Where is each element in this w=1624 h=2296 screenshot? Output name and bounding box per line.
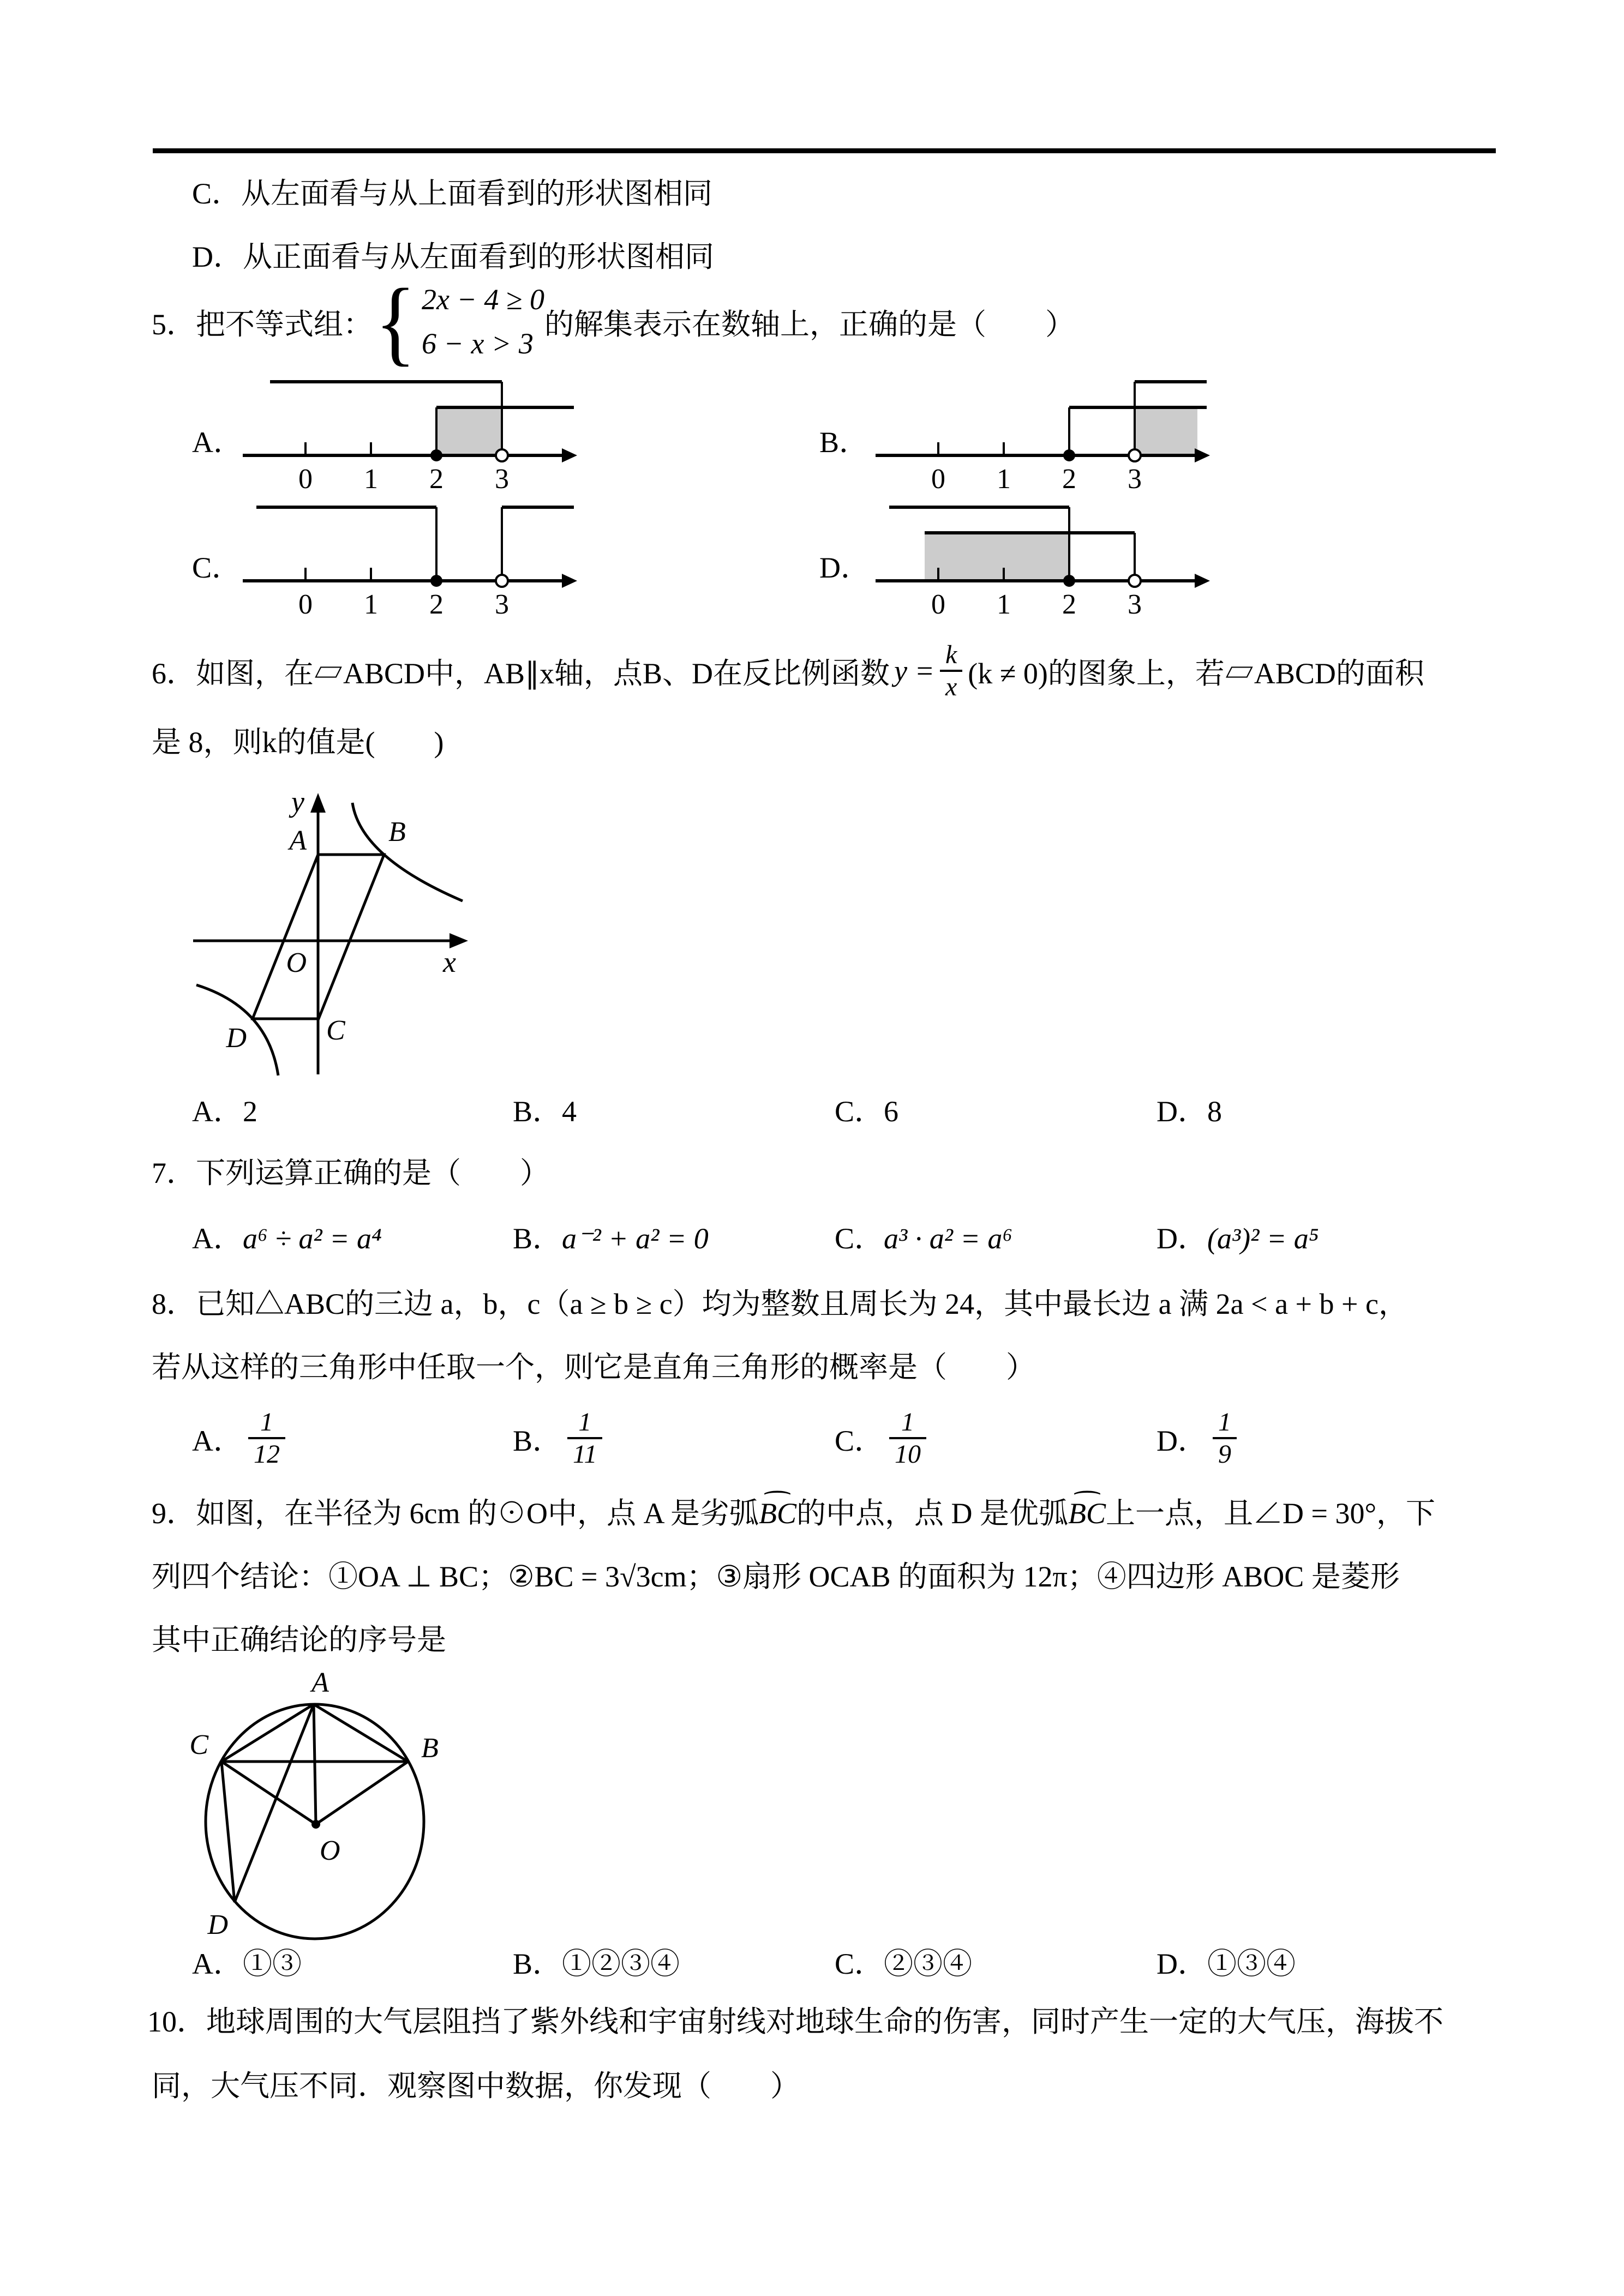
inequality-system (373, 268, 545, 375)
fraction-numerator: 1 (260, 1407, 273, 1436)
q8-stem-line2: 若从这样的三角形中任取一个，则它是直角三角形的概率是（ ） (152, 1351, 1035, 1384)
q8-option-d-fraction (1213, 1407, 1237, 1469)
q9-line1-c: 上一点，且∠D = 30°，下 (1106, 1497, 1436, 1530)
q5-diagram-c-label: C． (192, 551, 242, 584)
fraction-denominator: 10 (889, 1437, 926, 1469)
fraction-denominator: 11 (567, 1437, 602, 1469)
closed-dot (430, 575, 442, 587)
point-b-label: B (421, 1733, 439, 1764)
q5-diagram-d-label: D． (819, 551, 870, 584)
q7-option-a (192, 1215, 382, 1257)
tick-label: 1 (997, 589, 1011, 619)
chord-ac (221, 1704, 314, 1762)
chord-cd (221, 1762, 235, 1902)
q5-stem-suffix: 的解集表示在数轴上，正确的是（ ） (544, 308, 1075, 341)
q9-option-a: A．①③ (192, 1948, 302, 1980)
q8-option-b-fraction (567, 1407, 602, 1469)
system-eq1: 2x − 4 ≥ 0 (422, 283, 545, 316)
radius-ob (316, 1762, 408, 1824)
closed-dot (430, 449, 442, 461)
tick-label: 2 (429, 589, 444, 619)
q7-option-d-label: D． (1156, 1222, 1207, 1255)
number-line-b (873, 357, 1211, 494)
axis-arrow (562, 574, 577, 588)
point-d-label: D (226, 1023, 247, 1054)
number-line-c (240, 483, 578, 619)
q8-option-b (513, 1403, 608, 1474)
shaded-region (925, 533, 1069, 581)
fraction-denominator: 9 (1213, 1437, 1237, 1469)
chord-ab (314, 1704, 408, 1762)
q9-line1-a: 9．如图，在半径为 6cm 的⊙O中，点 A 是劣弧 (152, 1497, 759, 1530)
header-rule (153, 148, 1496, 153)
axis-arrow (1195, 448, 1210, 462)
q6-option-b: B．4 (513, 1095, 577, 1128)
axis-arrow (562, 448, 577, 462)
point-c-label: C (326, 1015, 345, 1046)
q7-option-a-formula: a⁶ ÷ a² = a⁴ (243, 1222, 382, 1255)
q9-figure (158, 1668, 475, 1943)
q5-stem-prefix: 5．把不等式组： (152, 308, 373, 341)
y-axis-label: y (291, 785, 304, 818)
q8-option-a-label: A． (192, 1424, 243, 1457)
q8-option-d (1156, 1403, 1242, 1474)
q5-diagram-b-label: B． (819, 426, 869, 459)
q8-option-d-label: D． (1156, 1424, 1207, 1457)
closed-dot (1063, 575, 1075, 587)
number-line-a (240, 357, 578, 494)
q9-stem-line3: 其中正确结论的序号是 (152, 1624, 446, 1656)
q7-option-b-label: B． (513, 1222, 562, 1255)
fraction-numerator: 1 (1218, 1407, 1231, 1436)
q7-option-a-label: A． (192, 1222, 243, 1255)
q10-stem-line2: 同，大气压不同．观察图中数据，你发现（ ） (152, 2070, 800, 2102)
tick-label: 2 (1062, 589, 1076, 619)
system-brace: { (375, 268, 416, 375)
chord-ad (235, 1704, 314, 1902)
system-eq2: 6 − x > 3 (422, 327, 534, 360)
q8-option-b-label: B． (513, 1424, 562, 1457)
q6-stem-line1 (152, 630, 1424, 712)
tick-label: 1 (997, 464, 1011, 494)
axis-arrow (1195, 574, 1210, 588)
q7-option-c-label: C． (835, 1222, 884, 1255)
q7-option-d (1156, 1215, 1319, 1257)
q7-option-d-formula: (a³)² = a⁵ (1207, 1222, 1319, 1255)
fraction-k-over-x (940, 640, 962, 702)
tick-label: 3 (495, 464, 509, 494)
open-dot (1129, 449, 1141, 461)
q9-stem-line2: 列四个结论：①OA ⊥ BC；②BC = 3√3cm；③扇形 OCAB 的面积为 12π；④四边形 ABOC 是菱形 (152, 1560, 1400, 1593)
q9-option-c: C．②③④ (835, 1948, 973, 1980)
q10-stem-line1: 10．地球周围的大气层阻挡了紫外线和宇宙射线对地球生命的伤害，同时产生一定的大气压，海拔不 (147, 2005, 1443, 2038)
fraction-denominator: 12 (248, 1437, 285, 1469)
q8-option-a (192, 1403, 291, 1474)
fraction-numerator: 1 (901, 1407, 915, 1436)
q9-option-d: D．①③④ (1156, 1948, 1296, 1980)
tick-label: 0 (298, 589, 313, 619)
q6-figure (164, 769, 469, 1080)
q4-option-d: D．从正面看与从左面看到的形状图相同 (192, 241, 714, 273)
tick-label: 2 (1062, 464, 1076, 494)
segment-ao (314, 1704, 316, 1824)
tick-label: 3 (1128, 464, 1142, 494)
arc-text: BC (758, 1497, 796, 1530)
function-lhs: y = (894, 654, 934, 687)
fraction-numerator: 1 (578, 1407, 592, 1436)
shaded-region (436, 407, 502, 455)
q8-stem-line1: 8．已知△ABC的三边 a，b，c（a ≥ b ≥ c）均为整数且周长为 24，其中最长边 a 满 2a < a + b + c， (152, 1288, 1408, 1320)
q8-option-a-fraction (248, 1407, 285, 1469)
q6-stem-pre: 6．如图，在▱ABCD中，AB∥x轴，点B、D在反比例函数 (152, 657, 890, 690)
tick-label: 3 (1128, 589, 1142, 619)
tick-label: 3 (495, 589, 509, 619)
tick-label: 0 (931, 464, 945, 494)
point-b-label: B (388, 816, 406, 848)
tick-label: 1 (364, 464, 378, 494)
q9-option-b: B．①②③④ (513, 1948, 680, 1980)
q7-option-c (835, 1215, 1012, 1257)
tick-label: 0 (298, 464, 313, 494)
tick-label: 0 (931, 589, 945, 619)
q9-line1-b: 的中点，点 D 是优弧 (796, 1497, 1068, 1530)
q8-option-c-label: C． (835, 1424, 884, 1457)
point-a-label: A (289, 825, 307, 856)
q7-stem: 7．下列运算正确的是（ ） (152, 1157, 549, 1189)
arc-mark: ⌢ (1071, 1478, 1103, 1503)
q7-option-b (513, 1215, 709, 1257)
point-c-label: C (189, 1729, 208, 1760)
tick-label: 2 (429, 464, 444, 494)
center-dot (311, 1820, 320, 1829)
y-axis-arrow (310, 793, 326, 813)
point-a-label: A (311, 1668, 329, 1698)
arc-bc (1068, 1478, 1106, 1530)
arc-text: BC (1068, 1497, 1106, 1530)
q5-diagram-a-label: A． (192, 426, 243, 459)
center-label: O (320, 1835, 340, 1866)
q6-option-d: D．8 (1156, 1095, 1222, 1128)
origin-label: O (286, 947, 307, 978)
q6-stem-line2: 是 8，则k的值是( ) (152, 726, 444, 759)
q9-stem-line1 (152, 1478, 1436, 1532)
open-dot (496, 575, 508, 587)
open-dot (1129, 575, 1141, 587)
fraction-numerator: k (945, 640, 957, 669)
q4-option-c: C．从左面看与从上面看到的形状图相同 (192, 177, 713, 210)
q6-option-c: C．6 (835, 1095, 899, 1128)
open-dot (496, 449, 508, 461)
q6-stem-post: (k ≠ 0)的图象上，若▱ABCD的面积 (968, 657, 1424, 690)
q7-option-b-formula: a⁻² + a² = 0 (562, 1222, 709, 1255)
q8-option-c-fraction (889, 1407, 926, 1469)
closed-dot (1063, 449, 1075, 461)
number-line-d (873, 483, 1211, 619)
arc-bc (758, 1478, 796, 1530)
shaded-region (1135, 407, 1197, 455)
q6-option-a: A．2 (192, 1095, 257, 1128)
tick-label: 1 (364, 589, 378, 619)
point-d-label: D (207, 1909, 228, 1940)
q7-option-c-formula: a³ · a² = a⁶ (884, 1222, 1013, 1255)
q8-option-c (835, 1403, 932, 1474)
fraction-denominator: x (940, 670, 962, 702)
x-axis-label: x (443, 946, 456, 978)
arc-mark: ⌢ (762, 1478, 794, 1503)
hyperbola-branch-1 (352, 803, 463, 901)
